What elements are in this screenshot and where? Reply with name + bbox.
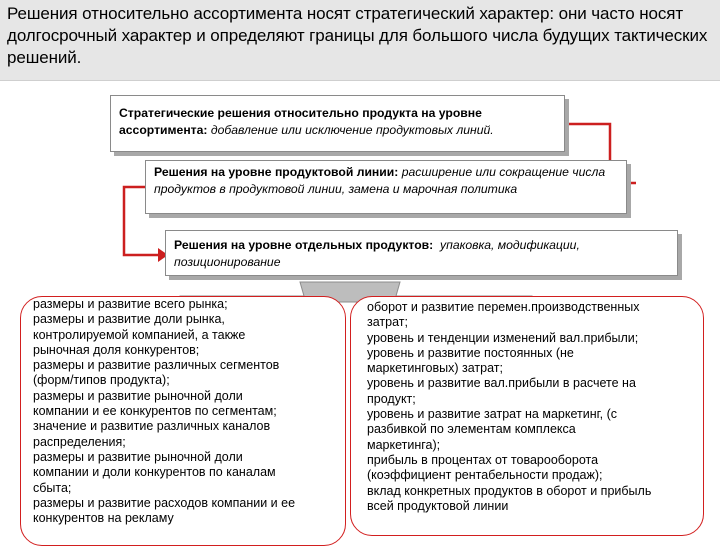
product-line-decisions-box xyxy=(145,160,627,214)
market-indicators-text: размеры и развитие всего рынка; размеры и развитие доли рынка, контролируемой компанией, а также рыночная доля конкурентов; размеры и развитие различных сегментов (форм/типов продукта); размеры и развитие рыночной доли компании и ее конкурентов по сегментам; значение и развитие различных каналов распределения; размеры и развитие рыночной доли компании и доли конкурентов по каналам сбыта; размеры и развитие расходов компании и ее конкурентов на рекламу xyxy=(33,297,296,526)
header-text: Решения относительно ассортимента носят стратегический характер: они часто носят долгосрочный характер и определяют границы для большого числа будущих тактических решений. xyxy=(7,4,708,67)
assortment-detail: добавление или исключение продуктовых линий. xyxy=(210,123,494,137)
assortment-title: Стратегические решения относительно продукта на уровне ассортимента: xyxy=(119,106,482,137)
single-product-detail: упаковка, модификации, позиционирование xyxy=(174,238,580,269)
single-product-decisions-box xyxy=(165,230,678,276)
financial-indicators-panel xyxy=(350,296,704,536)
product-line-detail: расширение или сокращение числа продуктов в продуктовой линии, замена и марочная политика xyxy=(154,165,606,196)
market-indicators-panel xyxy=(20,296,346,546)
financial-indicators-text: оборот и развитие перемен.производственных затрат; уровень и тенденции изменений вал.прибыли; уровень и развитие постоянных (не маркетинговых) затрат; уровень и развитие вал.прибыли в расчете на продукт; уровень и развитие затрат на маркетинг, (с разбивкой по элементам комплекса маркетинга); прибыль в процентах от товарооборота (коэффициент рентабельности продаж); вклад конкретных продуктов в оборот и прибыль всей продуктовой линии xyxy=(367,300,652,513)
single-product-title: Решения на уровне отдельных продуктов: xyxy=(174,238,434,252)
product-line-title: Решения на уровне продуктовой линии: xyxy=(154,165,399,179)
assortment-decisions-box xyxy=(110,95,565,152)
